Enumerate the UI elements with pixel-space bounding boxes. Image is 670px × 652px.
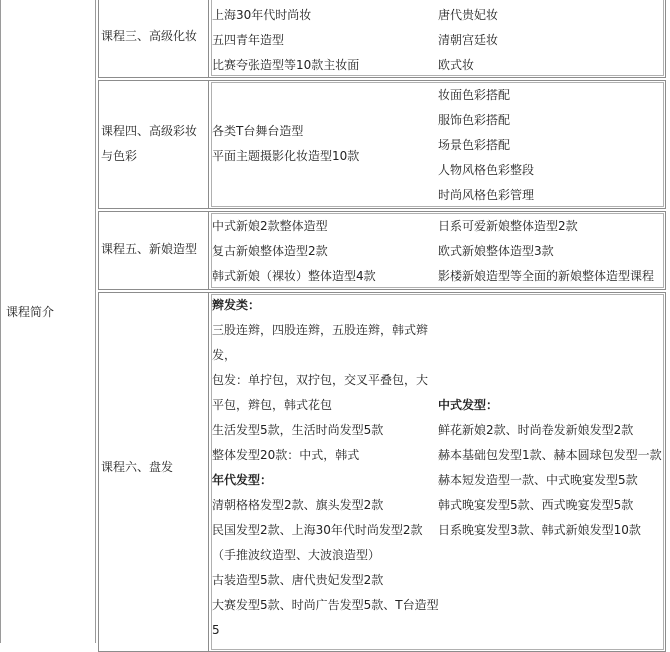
course-name: 课程五、新娘造型 [101,242,198,256]
item-text: 欧式新娘整体造型3款 [438,244,554,258]
item-text: 赫本短发造型一款、中式晚宴发型5款 [438,473,638,487]
intro-column [1,0,96,643]
item-text: 场景色彩搭配 [438,138,511,152]
course-row-5 [98,211,666,290]
course-content-cell [211,0,664,76]
item-text: 韩式晚宴发型5款、西式晚宴发型5款 [438,498,634,512]
item-text: 发， [212,348,237,362]
course-row-4 [98,80,666,209]
item-text: 5 [212,623,220,637]
item-text: （手推波纹造型、大波浪造型） [212,548,381,562]
item-text: 平包，辫包，韩式花包 [212,398,333,412]
item-text: 日系晚宴发型3款、韩式新娘发型10款 [438,523,641,537]
item-text: 妆面色彩搭配 [438,88,511,102]
item-text: 清朝宫廷妆 [438,33,499,47]
item-text: 大赛发型5款、时尚广告发型5款、T台造型 [212,598,439,612]
course-name-cell [99,0,209,77]
item-text: 生活发型5款，生活时尚发型5款 [212,423,384,437]
course-name: 课程三、高级化妆 [101,29,198,43]
item-text: 各类T台舞台造型 [212,124,304,138]
item-text: 服饰色彩搭配 [438,113,511,127]
category-heading: 辫发类： [212,298,261,312]
item-text: 影楼新娘造型等全面的新娘整体造型课程 [438,269,655,283]
course-content-cell [211,294,664,650]
item-text: 时尚风格色彩管理 [438,188,535,202]
item-text: 中式新娘2款整体造型 [212,219,328,233]
category-heading: 年代发型： [212,473,273,487]
item-text: 古装造型5款、唐代贵妃发型2款 [212,573,384,587]
item-text: 平面主题摄影化妆造型10款 [212,149,360,163]
course-row-6 [98,292,666,652]
item-text: 韩式新娘（裸妆）整体造型4款 [212,269,376,283]
item-text: 民国发型2款、上海30年代时尚发型2款 [212,523,423,537]
intro-label: 课程简介 [6,305,55,319]
course-content-cell [211,213,664,288]
course-name-line1: 课程四、高级彩妆 [101,124,198,138]
course-name: 课程六、盘发 [101,460,174,474]
item-text: 上海30年代时尚妆 [212,8,312,22]
course-content-cell [211,82,664,207]
item-text: 唐代贵妃妆 [438,8,499,22]
item-text: 三股连辫，四股连辫，五股连辫，韩式辫 [212,323,429,337]
item-text: 日系可爱新娘整体造型2款 [438,219,578,233]
course-name-cell [99,81,209,208]
item-text: 五四青年造型 [212,33,285,47]
course-name-cell [99,293,209,651]
category-heading: 中式发型： [438,398,499,412]
item-text: 赫本基础包发型1款、赫本圆球包发型一款 [438,448,662,462]
item-text: 清朝格格发型2款、旗头发型2款 [212,498,384,512]
item-text: 鲜花新娘2款、时尚卷发新娘发型2款 [438,423,634,437]
item-text: 包发：单拧包，双拧包，交叉平叠包，大 [212,373,429,387]
course-name-line2: 与色彩 [101,149,138,163]
item-text: 复古新娘整体造型2款 [212,244,328,258]
item-text: 欧式妆 [438,58,475,72]
course-name-cell [99,212,209,289]
item-text: 人物风格色彩整段 [438,163,535,177]
item-text: 整体发型20款：中式，韩式 [212,448,360,462]
course-row-3 [98,0,666,78]
item-text: 比赛夸张造型等10款主妆面 [212,58,360,72]
